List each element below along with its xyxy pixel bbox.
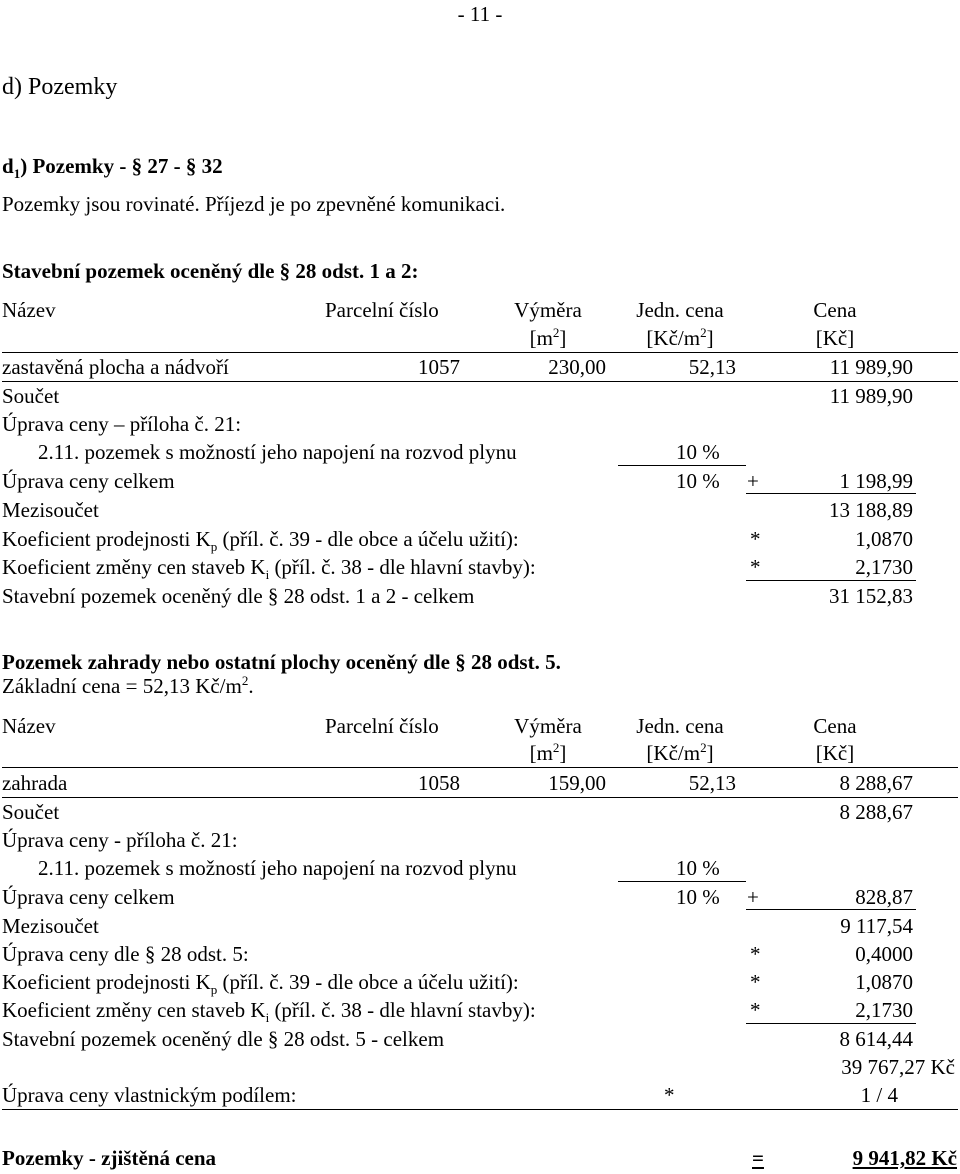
row-rule <box>2 797 958 798</box>
adj-item-pct: 10 % <box>676 856 720 880</box>
kp-op: * <box>750 527 761 551</box>
row-unit-price: 52,13 <box>688 771 736 795</box>
adj-item: 2.11. pozemek s možností jeho napojení na rozvod plynu <box>38 856 517 880</box>
sum-value: 11 989,90 <box>829 384 913 408</box>
row-area: 159,00 <box>548 771 606 795</box>
adj28-value: 0,4000 <box>855 942 913 966</box>
kp-value: 1,0870 <box>855 527 913 551</box>
row-price: 11 989,90 <box>829 355 913 379</box>
ki-label: Koeficient změny cen staveb $K_i$ (příl. č. 38 - dle hlavní stavby): <box>2 555 536 583</box>
header-name: Název <box>2 298 56 322</box>
final-op: = <box>752 1146 764 1170</box>
section-title: d) Pozemky <box>2 74 118 100</box>
adj-item-pct: 10 % <box>676 440 720 464</box>
row-area: 230,00 <box>548 355 606 379</box>
header-rule <box>2 352 958 353</box>
adj-total-rule <box>746 909 916 910</box>
total-value: 31 152,83 <box>829 584 913 608</box>
ki-op: * <box>750 998 761 1022</box>
description: Pozemky jsou rovinaté. Příjezd je po zpevněné komunikaci. <box>2 192 506 216</box>
subsection-title <box>2 154 223 182</box>
adj-item-rule <box>618 881 746 882</box>
ownership-value: 1 / 4 <box>860 1083 898 1107</box>
final-value: 9 941,82 Kč <box>852 1146 957 1170</box>
kp-value: 1,0870 <box>855 970 913 994</box>
ki-rule <box>746 1023 916 1024</box>
adj-total-value: 828,87 <box>855 885 913 909</box>
header-unit-price-unit: $[Kč/m^2]$ <box>646 740 714 765</box>
ki-op: * <box>750 555 761 579</box>
ownership-label: Úprava ceny vlastnickým podílem: <box>2 1083 297 1107</box>
header-price-unit: [Kč] <box>815 741 855 765</box>
header-price-unit: [Kč] <box>815 326 855 350</box>
header-unit-price: Jedn. cena <box>636 298 724 322</box>
adj-total-pct: 10 % <box>676 885 720 909</box>
total-value: 8 614,44 <box>839 1027 913 1051</box>
adj-total-value: 1 198,99 <box>839 469 913 493</box>
subsection-title-sub: 1 <box>13 166 21 182</box>
final-label: Pozemky - zjištěná cena <box>2 1146 217 1170</box>
header-unit-price: Jedn. cena <box>636 714 724 738</box>
row-unit-price: 52,13 <box>688 355 736 379</box>
header-unit-price-unit: $[Kč/m^2]$ <box>646 325 714 350</box>
adj-total-label: Úprava ceny celkem <box>2 469 175 493</box>
total-label: Stavební pozemek oceněný dle § 28 odst. 5 - celkem <box>2 1027 445 1051</box>
row-parcel: 1057 <box>418 355 460 379</box>
page-number: - 11 - <box>457 2 503 26</box>
section2-heading: Pozemek zahrady nebo ostatní plochy oceněný dle § 28 odst. 5. <box>2 650 561 674</box>
header-price: Cena <box>813 714 857 738</box>
subtotal-label: Mezisoučet <box>2 498 99 522</box>
adj-label: Úprava ceny - příloha č. 21: <box>2 828 238 852</box>
ownership-rule <box>2 1109 958 1110</box>
subtotal-value: 9 117,54 <box>840 914 913 938</box>
header-area-unit: $[m^2]$ <box>529 740 567 765</box>
adj-total-pct: 10 % <box>676 469 720 493</box>
ki-value: 2,1730 <box>855 998 913 1022</box>
row-name: zastavěná plocha a nádvoří <box>2 355 229 379</box>
adj-item-rule <box>618 465 746 466</box>
subtotal-value: 13 188,89 <box>829 498 913 522</box>
ki-value: 2,1730 <box>855 555 913 579</box>
subsection-title-prefix: d <box>2 154 14 178</box>
grand-sum: 39 767,27 Kč <box>841 1055 955 1079</box>
subtotal-label: Mezisoučet <box>2 914 99 938</box>
kp-label: Koeficient prodejnosti $K_p$ (příl. č. 39 - dle obce a účelu užití): <box>2 970 519 998</box>
adj-total-rule <box>746 493 916 494</box>
header-area-unit: $[m^2]$ <box>529 325 567 350</box>
row-parcel: 1058 <box>418 771 460 795</box>
adj28-label: Úprava ceny dle § 28 odst. 5: <box>2 942 249 966</box>
total-label: Stavební pozemek oceněný dle § 28 odst. 1 a 2 - celkem <box>2 584 475 608</box>
header-area: Výměra <box>514 714 582 738</box>
base-price: Základní cena = 52,13 $Kč/m^2$. <box>2 673 254 698</box>
header-name: Název <box>2 714 56 738</box>
ownership-op: * <box>664 1083 675 1107</box>
header-rule <box>2 767 958 768</box>
header-parcel: Parcelní číslo <box>325 714 439 738</box>
sum-label: Součet <box>2 800 60 824</box>
adj-total-op: + <box>747 885 759 909</box>
adj28-op: * <box>750 942 761 966</box>
kp-op: * <box>750 970 761 994</box>
kp-label: Koeficient prodejnosti $K_p$ (příl. č. 39 - dle obce a účelu užití): <box>2 527 519 555</box>
ki-rule <box>746 580 916 581</box>
section1-heading: Stavební pozemek oceněný dle § 28 odst. 1 a 2: <box>2 259 419 283</box>
sum-label: Součet <box>2 384 60 408</box>
header-parcel: Parcelní číslo <box>325 298 439 322</box>
ki-label: Koeficient změny cen staveb $K_i$ (příl. č. 38 - dle hlavní stavby): <box>2 998 536 1026</box>
row-price: 8 288,67 <box>839 771 913 795</box>
adj-item: 2.11. pozemek s možností jeho napojení na rozvod plynu <box>38 440 517 464</box>
header-area: Výměra <box>514 298 582 322</box>
row-rule <box>2 381 958 382</box>
header-price: Cena <box>813 298 857 322</box>
adj-label: Úprava ceny – příloha č. 21: <box>2 412 242 436</box>
sum-value: 8 288,67 <box>839 800 913 824</box>
row-name: zahrada <box>2 771 68 795</box>
subsection-title-suffix: ) Pozemky - § 27 - § 32 <box>20 154 223 178</box>
adj-total-op: + <box>747 469 759 493</box>
adj-total-label: Úprava ceny celkem <box>2 885 175 909</box>
